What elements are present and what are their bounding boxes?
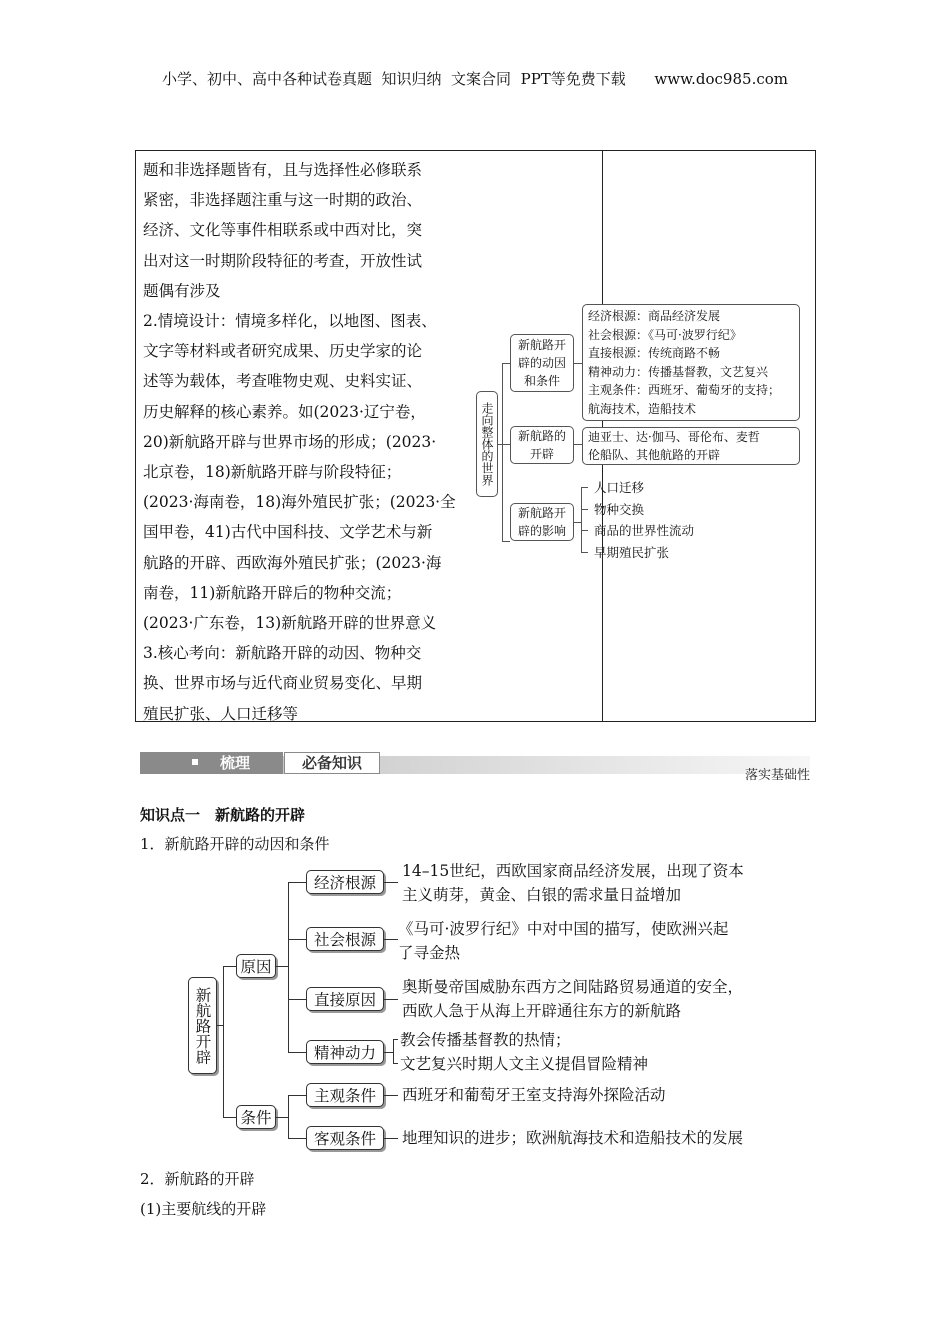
text-line: 题偶有涉及 [143, 281, 221, 300]
connector [574, 444, 582, 445]
text-line: 换、世界市场与近代商业贸易变化、早期 [143, 674, 423, 693]
text-line: 3.核心考向：新航路开辟的动因、物种交 [143, 644, 422, 663]
connector [288, 882, 289, 1053]
connector [288, 939, 306, 940]
exam-analysis-cell [143, 155, 463, 729]
text-line: 2.情境设计：情境多样化，以地图、图表、 [143, 312, 437, 331]
leaf-text: 物种交换 [594, 502, 645, 517]
section-label [140, 752, 283, 774]
text-line: 航路的开辟、西欧海外殖民扩张；(2023·海 [143, 553, 442, 572]
section-subtitle: 必备知识 [284, 752, 380, 774]
connector [581, 509, 588, 510]
connector [223, 966, 236, 967]
diagram-cause: 原因 [236, 954, 276, 978]
text-line: (2023·广东卷，13)新航路开辟的世界意义 [143, 614, 437, 633]
connector [502, 541, 510, 542]
text-line: 《马可·波罗行纪》中对中国的描写，使欧洲兴起 [398, 920, 729, 938]
leaf-text: 早期殖民扩张 [594, 545, 670, 560]
node-direct-text [402, 975, 743, 1023]
connector [384, 882, 398, 883]
text-line: 经济、文化等事件相联系或中西对比，突 [143, 221, 423, 240]
connector [223, 966, 224, 1118]
mindmap-leaf-causes [582, 304, 800, 421]
diagram-root: 新航路开辟 [188, 977, 217, 1074]
node-objective: 客观条件 [306, 1126, 384, 1150]
node-economic-text [402, 859, 744, 907]
node-spirit-text [400, 1028, 648, 1076]
connector [288, 882, 306, 883]
text-line: 14–15世纪，西欧国家商品经济发展，出现了资本 [402, 862, 744, 880]
leaf-text: 经济根源：商品经济发展 [588, 309, 721, 323]
mindmap-branch-opening: 新航路的开辟 [510, 426, 574, 464]
subheading: 1．新航路开辟的动因和条件 [140, 835, 330, 853]
mindmap-root: 走向整体的世界 [476, 391, 498, 497]
section-label-text: 梳理 [220, 754, 251, 772]
node-direct-cause: 直接原因 [306, 987, 384, 1011]
connector [288, 1052, 306, 1053]
section-bar [140, 752, 810, 782]
connector [502, 363, 503, 541]
section-goal: 落实基础性 [744, 768, 810, 783]
text-line: 出对这一时期阶段特征的考查，开放性试 [143, 251, 423, 270]
text-line: 殖民扩张、人口迁移等 [143, 704, 299, 723]
leaf-text: 精神动力：传播基督教，文艺复兴 [588, 364, 769, 379]
text-line: 南卷，11)新航路开辟后的物种交流； [143, 583, 402, 602]
text-line: 历史解释的核心素养。如(2023·辽宁卷， [143, 402, 426, 421]
mindmap-branch-causes: 新航路开辟的动因和条件 [510, 334, 574, 392]
text-line: 紧密，非选择题注重与这一时期的政治、 [143, 191, 423, 210]
text-line: 主义萌芽，黄金、白银的需求量日益增加 [402, 886, 682, 904]
connector [502, 363, 510, 364]
text-line: 20)新航路开辟与世界市场的形成；(2023· [143, 432, 437, 451]
text-line: 教会传播基督教的热情； [400, 1031, 571, 1049]
text-line: (2023·海南卷，18)海外殖民扩张；(2023·全 [143, 493, 456, 512]
connector [581, 487, 582, 553]
text-line: 文字等材料或者研究成果、历史学家的论 [143, 342, 423, 361]
connector [223, 1117, 236, 1118]
text-line: 述等为载体，考查唯物史观、史料实证、 [143, 372, 423, 391]
connector [393, 1039, 394, 1064]
node-spirit: 精神动力 [306, 1040, 384, 1064]
square-icon [192, 759, 198, 765]
summary-table [135, 150, 816, 722]
leaf-text: 迪亚士、达·伽马、哥伦布、麦哲 [588, 430, 760, 444]
leaf-text: 航海技术，造船技术 [588, 401, 697, 416]
connector [384, 1095, 398, 1096]
page-header: 小学、初中、高中各种试卷真题 知识归纳 文案合同 PPT等免费下载 www.doc985.com [161, 70, 788, 88]
text-line: 国甲卷，41)古代中国科技、文学艺术与新 [143, 523, 433, 542]
connector [288, 1095, 306, 1096]
leaf-text: 社会根源：《马可·波罗行纪》 [588, 327, 742, 342]
leaf-text: 人口迁移 [594, 480, 645, 495]
mindmap-branch-impact: 新航路开辟的影响 [510, 503, 574, 541]
connector [384, 999, 398, 1000]
connector [288, 1138, 306, 1139]
connector [384, 1138, 398, 1139]
subheading: (1)主要航线的开辟 [140, 1200, 267, 1218]
node-subjective-text: 西班牙和葡萄牙王室支持海外探险活动 [402, 1086, 666, 1104]
leaf-text: 主观条件：西班牙、葡萄牙的支持； [588, 383, 781, 397]
subheading: 2．新航路的开辟 [140, 1170, 255, 1188]
leaf-text: 商品的世界性流动 [594, 523, 695, 538]
connector [393, 1063, 398, 1064]
node-social-root: 社会根源 [306, 927, 384, 951]
mindmap-leaf-opening [582, 427, 800, 465]
connector [288, 1095, 289, 1139]
text-line: 了寻金热 [398, 944, 461, 962]
leaf-text: 伦船队、其他航路的开辟 [588, 448, 721, 462]
connector [574, 363, 582, 364]
node-economic-root: 经济根源 [306, 870, 384, 894]
text-line: 题和非选择题皆有，且与选择性必修联系 [143, 161, 423, 179]
node-subjective: 主观条件 [306, 1083, 384, 1107]
text-line: 北京卷，18)新航路开辟与阶段特征； [143, 463, 402, 482]
connector [581, 552, 588, 553]
node-social-text [398, 917, 728, 965]
connector [581, 487, 588, 488]
diagram-condition: 条件 [236, 1105, 276, 1129]
connector [288, 999, 306, 1000]
connector [581, 530, 588, 531]
connector [502, 444, 510, 445]
node-objective-text: 地理知识的进步；欧洲航海技术和造船技术的发展 [402, 1129, 744, 1147]
text-line: 西欧人急于从海上开辟通往东方的新航路 [402, 1002, 682, 1020]
knowledge-heading: 知识点一 新航路的开辟 [140, 806, 306, 824]
text-line: 奥斯曼帝国威胁东西方之间陆路贸易通道的安全， [402, 978, 744, 996]
connector [393, 1039, 398, 1040]
connector [384, 939, 398, 940]
text-line: 文艺复兴时期人文主义提倡冒险精神 [400, 1055, 649, 1073]
leaf-text: 直接根源：传统商路不畅 [588, 346, 721, 360]
